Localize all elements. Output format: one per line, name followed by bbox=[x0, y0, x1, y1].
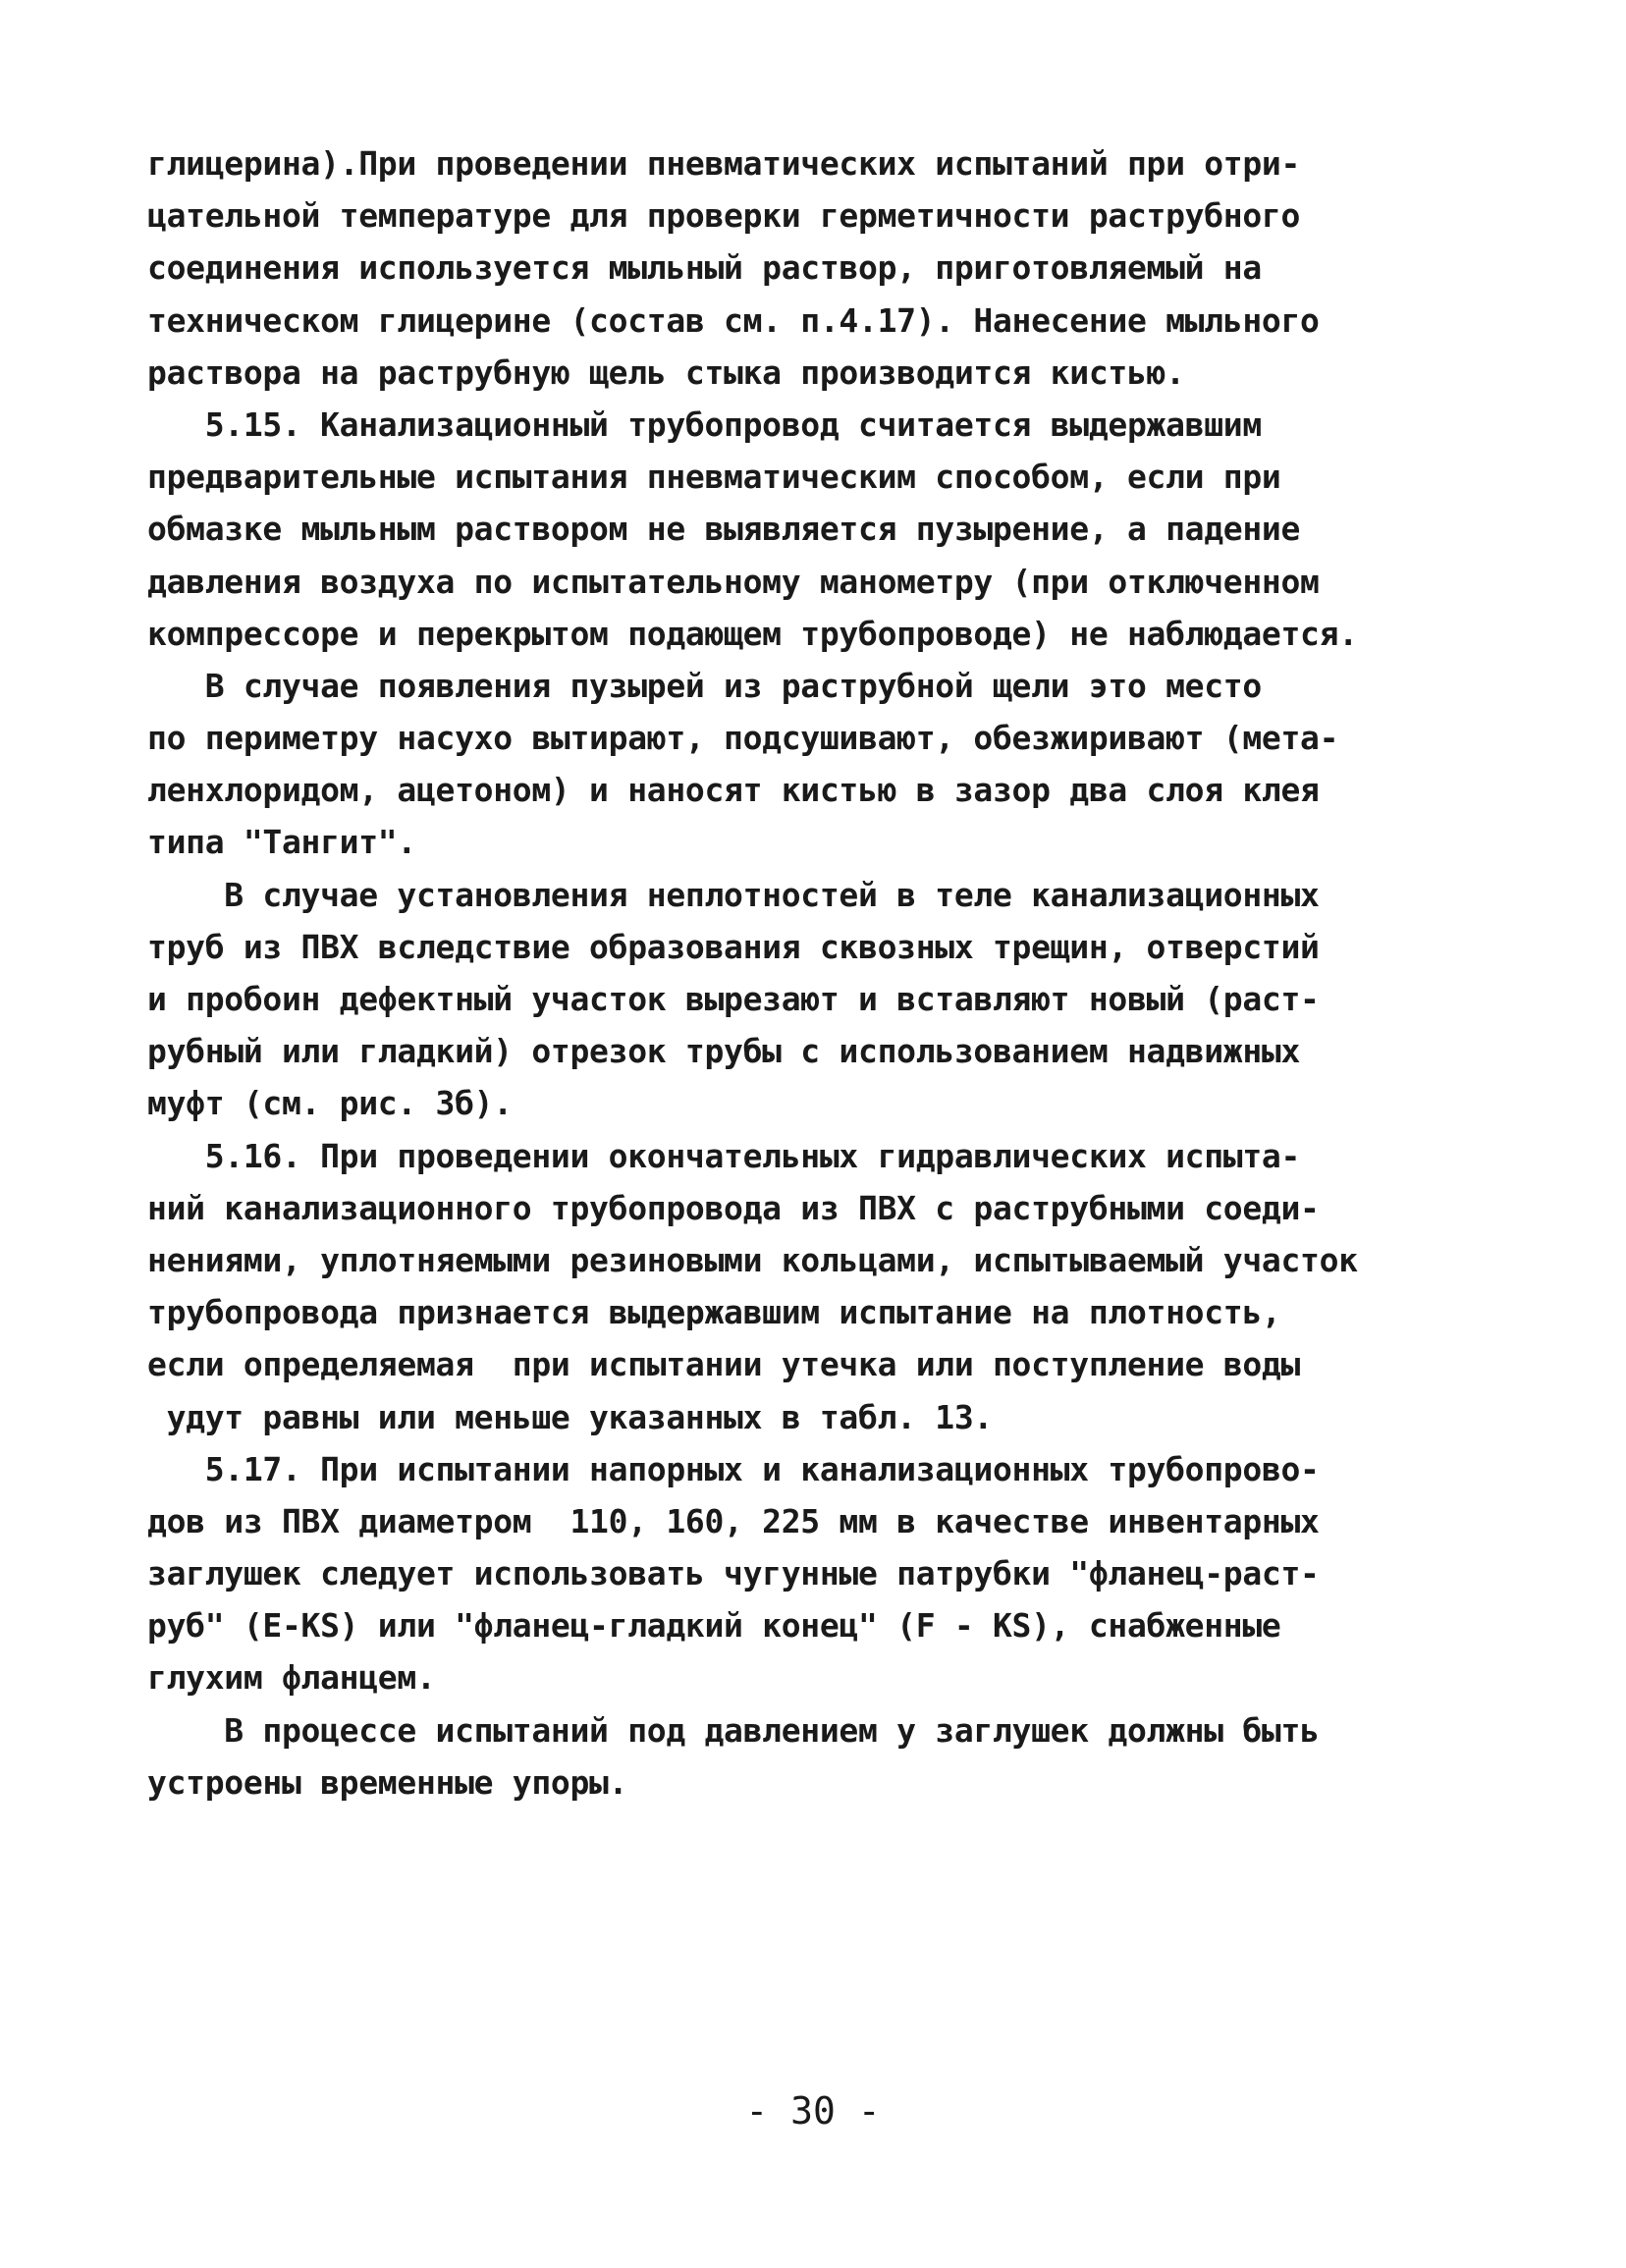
text-line: ленхлоридом, ацетоном) и наносят кистью в зазор два слоя клея bbox=[147, 771, 1320, 810]
page-number: - 30 - bbox=[745, 2089, 881, 2133]
text-line: рубный или гладкий) отрезок трубы с использованием надвижных bbox=[147, 1032, 1301, 1071]
text-line: по периметру насухо вытирают, подсушивают, обезжиривают (мета- bbox=[147, 719, 1339, 758]
section-5-15-start: 5.15. Канализационный трубопровод считается выдержавшим bbox=[147, 405, 1262, 444]
text-line: глицерина).При проведении пневматических испытаний при отри- bbox=[147, 144, 1301, 183]
text-line: цательной температуре для проверки герметичности раструбного bbox=[147, 196, 1301, 236]
paragraph-start: В случае появления пузырей из раструбной щели это место bbox=[147, 666, 1262, 705]
text-line: труб из ПВХ вследствие образования сквозных трещин, отверстий bbox=[147, 927, 1320, 966]
text-line: и пробоин дефектный участок вырезают и вставляют новый (раст- bbox=[147, 980, 1320, 1018]
paragraph-start: В случае установления неплотностей в теле канализационных bbox=[147, 875, 1320, 914]
text-line: нениями, уплотняемыми резиновыми кольцами, испытываемый участок bbox=[147, 1240, 1358, 1279]
text-line: трубопровода признается выдержавшим испытание на плотность, bbox=[147, 1293, 1281, 1332]
body-text bbox=[147, 137, 1483, 1809]
paragraph-start: В процессе испытаний под давлением у заглушек должны быть bbox=[147, 1710, 1320, 1750]
text-line: типа "Тангит". bbox=[147, 823, 416, 862]
text-line: заглушек следует использовать чугунные патрубки "фланец-раст- bbox=[147, 1554, 1320, 1593]
text-line: ний канализационного трубопровода из ПВХ с раструбными соеди- bbox=[147, 1188, 1320, 1227]
text-line: муфт (см. рис. 3б). bbox=[147, 1084, 513, 1123]
text-line: компрессоре и перекрытом подающем трубопроводе) не наблюдается. bbox=[147, 614, 1358, 653]
text-line: соединения используется мыльный раствор, приготовляемый на bbox=[147, 248, 1262, 288]
text-line: дов из ПВХ диаметром 110, 160, 225 мм в качестве инвентарных bbox=[147, 1501, 1320, 1540]
text-line: техническом глицерине (состав см. п.4.17). Нанесение мыльного bbox=[147, 300, 1320, 340]
section-5-17-start: 5.17. При испытании напорных и канализационных трубопрово- bbox=[147, 1449, 1320, 1488]
text-line: давления воздуха по испытательному манометру (при отключенном bbox=[147, 562, 1320, 601]
text-line: руб" (Е-КS) или "фланец-гладкий конец" (F - KS), снабженные bbox=[147, 1606, 1281, 1646]
text-line: предварительные испытания пневматическим способом, если при bbox=[147, 458, 1281, 497]
text-line: если определяемая при испытании утечка или поступление воды bbox=[147, 1345, 1301, 1384]
text-line: обмазке мыльным раствором не выявляется пузырение, а падение bbox=[147, 510, 1301, 549]
section-5-16-start: 5.16. При проведении окончательных гидравлических испыта- bbox=[147, 1136, 1301, 1175]
text-line: раствора на раструбную щель стыка производится кистью. bbox=[147, 352, 1185, 392]
text-line: устроены временные упоры. bbox=[147, 1762, 628, 1802]
text-line: глухим фланцем. bbox=[147, 1658, 436, 1698]
text-line: удут равны или меньше указанных в табл. 13. bbox=[147, 1397, 993, 1436]
